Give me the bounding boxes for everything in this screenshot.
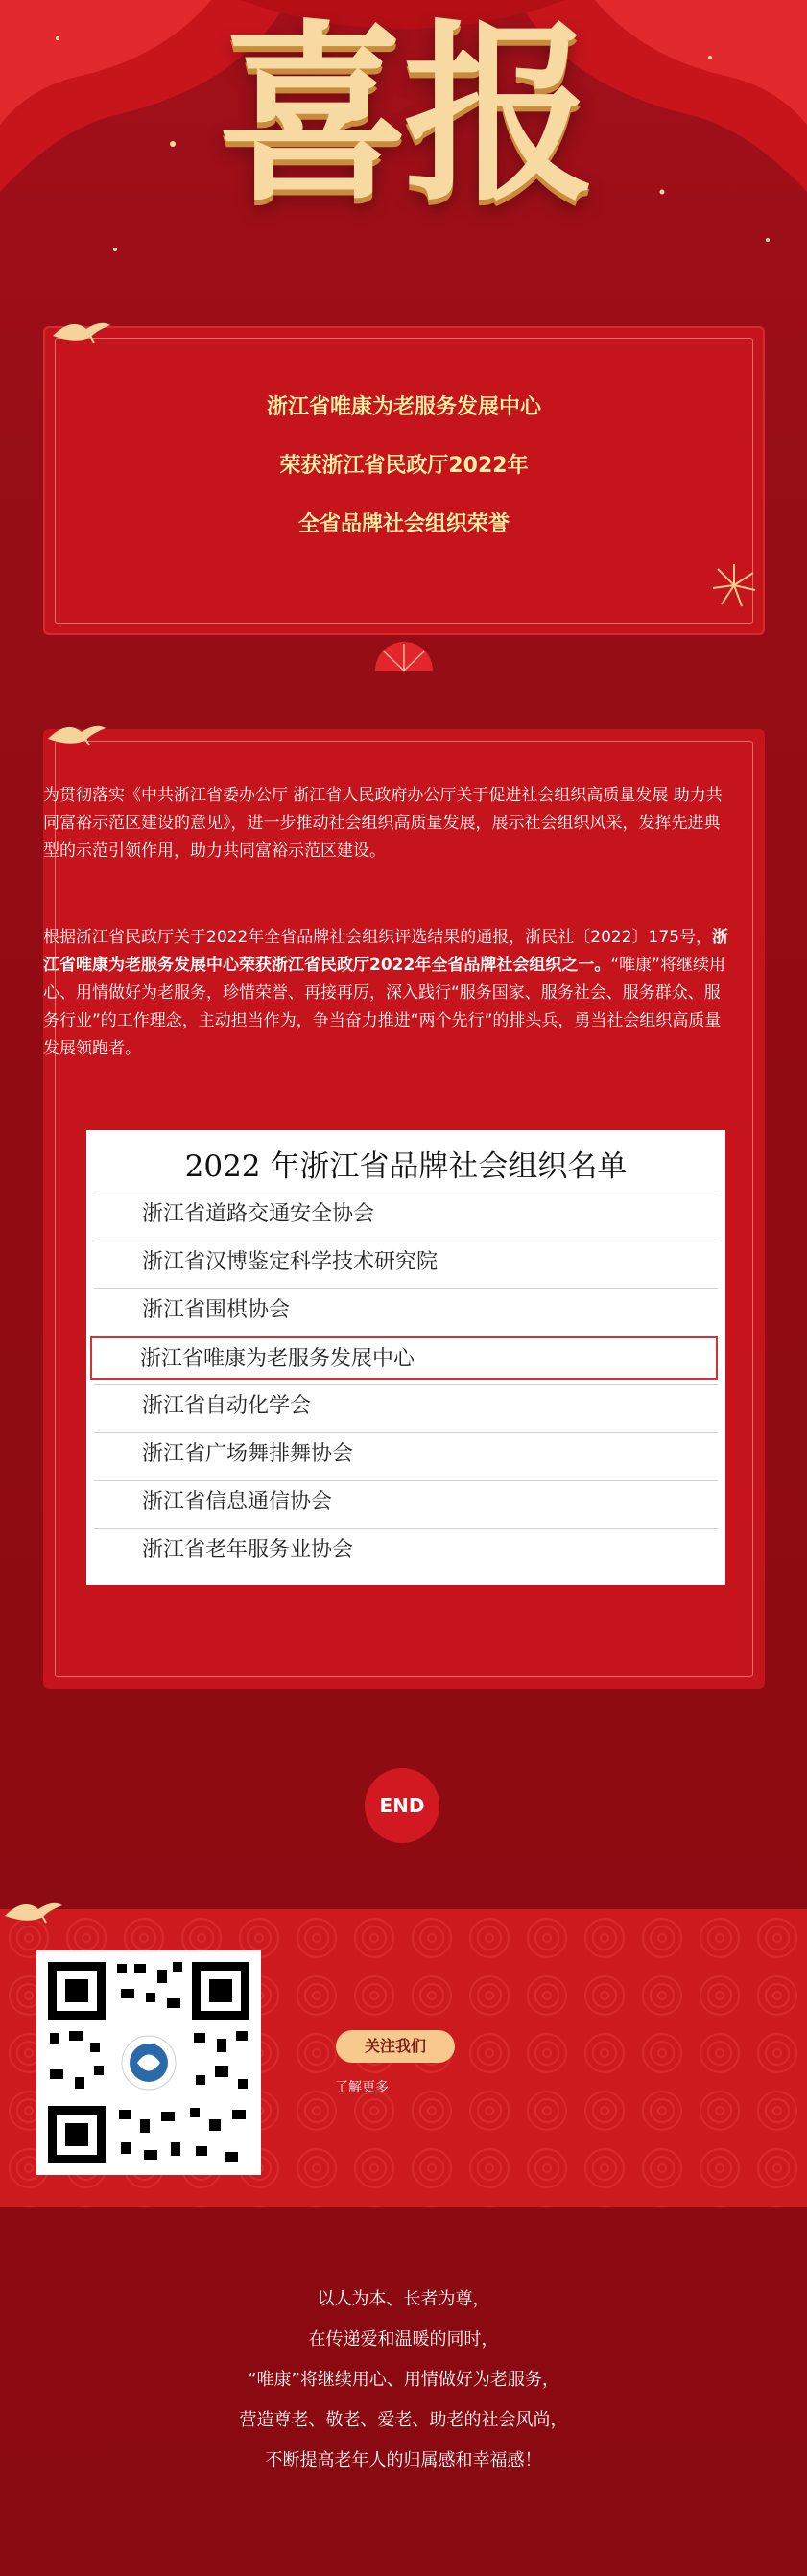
list-item: 浙江省围棋协会 [94, 1288, 718, 1332]
list-item: 浙江省自动化学会 [94, 1384, 718, 1428]
motto-line: 不断提高老年人的归属感和幸福感！ [265, 2450, 542, 2470]
list-item: 浙江省信息通信协会 [94, 1480, 718, 1524]
end-badge: END [365, 1768, 439, 1843]
list-item-highlighted: 浙江省唯康为老服务发展中心 [90, 1336, 718, 1380]
award-paragraph-text-b: “唯康”将继续用心、用情做好为老服务，珍惜荣誉、再接再厉，深入践行“服务国家、服务社会、服务群众、服务行业”的工作理念，主动担当作为，争当奋力推进“两个先行”的排头兵，勇当社会组织高质量发展领跑者。 [43, 956, 725, 1058]
list-item: 浙江省汉博鉴定科学技术研究院 [94, 1241, 718, 1284]
crane-icon [48, 312, 115, 350]
crane-icon [0, 1892, 67, 1930]
motto-line: 营造尊老、敬老、爱老、助老的社会风尚， [239, 2410, 568, 2430]
qr-code [36, 1950, 261, 2175]
title-line-3: 全省品牌社会组织荣誉 [297, 512, 510, 536]
crane-icon [43, 715, 110, 753]
list-title: 2022 年浙江省品牌社会组织名单 [184, 1149, 628, 1184]
title-box-frame [55, 338, 753, 624]
award-paragraph-bold: 浙江省唯康为老服务发展中心荣获浙江省民政厅2022年全省品牌社会组织之一。 [43, 928, 728, 975]
title-box [43, 326, 765, 635]
award-paragraph-text-a: 根据浙江省民政厅关于2022年全省品牌社会组织评选结果的通报，浙民社〔2022〕175号， [43, 928, 712, 947]
qr-code-icon [36, 1950, 261, 2175]
headline: 喜报 [217, 2, 590, 227]
title-line-2: 荣获浙江省民政厅2022年 [279, 454, 529, 478]
list-item: 浙江省老年服务业协会 [94, 1528, 718, 1572]
list-item: 浙江省广场舞排舞协会 [94, 1432, 718, 1476]
motto-line: “唯康”将继续用心、用情做好为老服务， [248, 2370, 559, 2390]
list-item: 浙江省道路交通安全协会 [94, 1193, 718, 1236]
motto-line: 在传递爱和温暖的同时， [308, 2329, 499, 2350]
award-paragraph [43, 924, 730, 1063]
fan-ornament-icon [372, 638, 436, 673]
firework-icon [710, 561, 758, 609]
intro-paragraph: 为贯彻落实《中共浙江省委办公厅 浙江省人民政府办公厅关于促进社会组织高质量发展 助力共同富裕示范区建设的意见》，进一步推动社会组织高质量发展，展示社会组织风采，发挥先进典型的示范引领作用，助力共同富裕示范区建设。 [43, 786, 723, 861]
learn-more-link[interactable]: 了解更多 [335, 2080, 389, 2095]
motto-line: 以人为本、长者为尊， [317, 2289, 490, 2309]
follow-us-button[interactable]: 关注我们 [336, 2030, 455, 2063]
organization-list [86, 1130, 725, 1585]
title-line-1: 浙江省唯康为老服务发展中心 [266, 395, 541, 419]
